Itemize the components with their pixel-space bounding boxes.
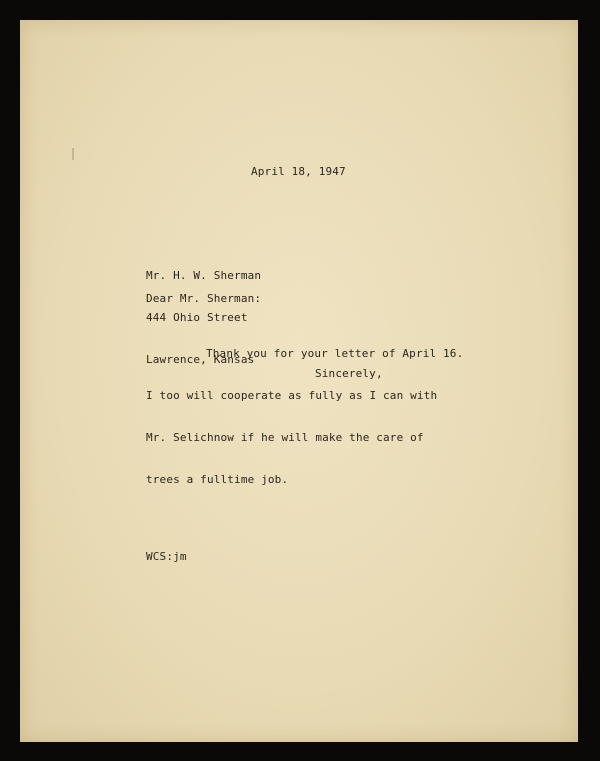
body-line: trees a fulltime job. (146, 473, 289, 486)
recipient-city: Lawrence, Kansas (146, 353, 255, 366)
recipient-name: Mr. H. W. Sherman (146, 269, 262, 282)
closing: Sincerely, (315, 367, 383, 380)
letter-body (146, 319, 463, 515)
body-line: I too will cooperate as fully as I can with (146, 389, 438, 402)
body-line: Thank you for your letter of April 16. (206, 347, 464, 360)
recipient-street: 444 Ohio Street (146, 311, 248, 324)
letter-date: April 18, 1947 (251, 165, 346, 178)
typist-initials: WCS:jm (146, 550, 187, 563)
body-line: Mr. Selichnow if he will make the care of (146, 431, 424, 444)
letter-page (20, 20, 578, 742)
paper-blemish (72, 148, 74, 160)
salutation: Dear Mr. Sherman: (146, 292, 262, 305)
